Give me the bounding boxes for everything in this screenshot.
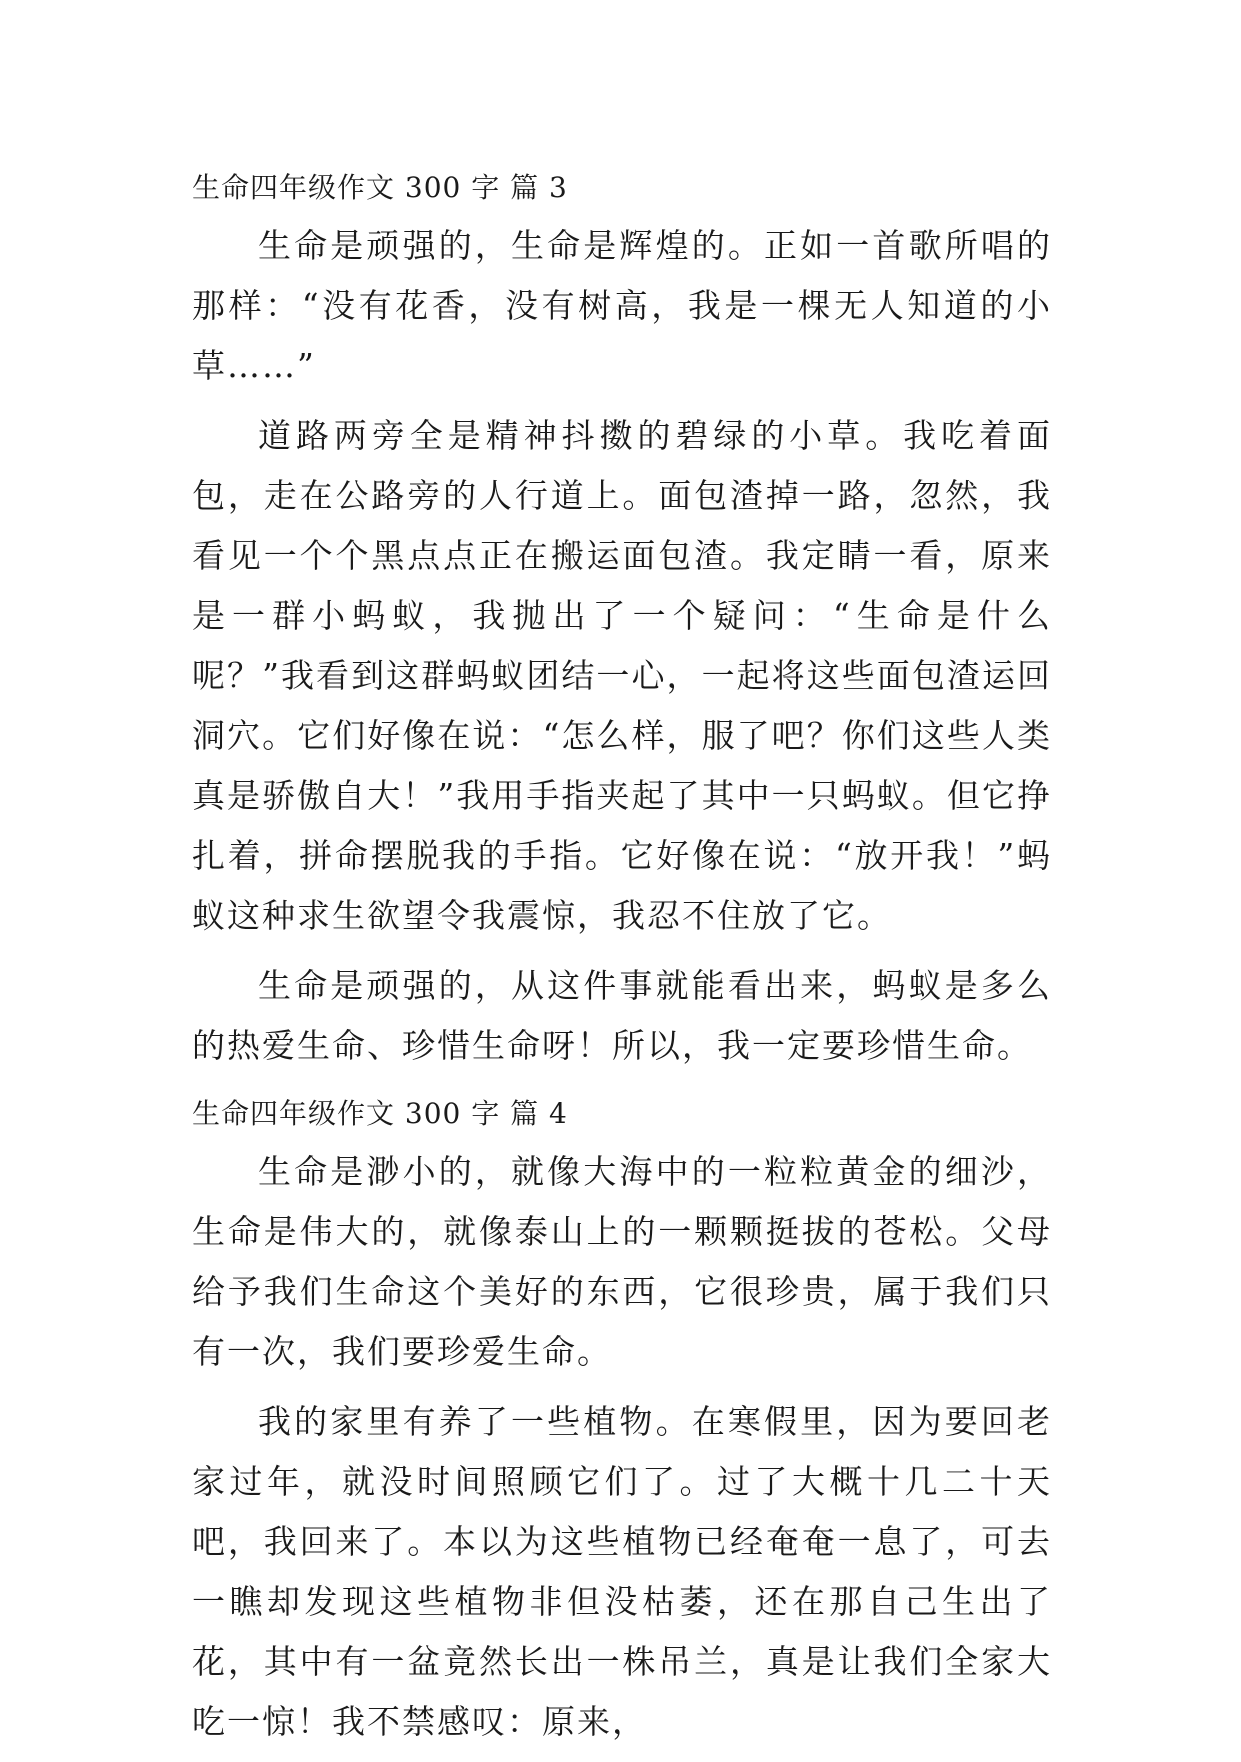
paragraph: 生命是顽强的，从这件事就能看出来，蚂蚁是多么的热爱生命、珍惜生命呀！所以，我一定要珍惜生命。 (192, 966, 1052, 1065)
paragraph: 我的家里有养了一些植物。在寒假里，因为要回老家过年，就没时间照顾它们了。过了大概十几二十天吧，我回来了。本以为这些植物已经奄奄一息了，可去一瞧却发现这些植物非但没枯萎，还在那自己生出了花，其中有一盆竟然长出一株吊兰，真是让我们全家大吃一惊！我不禁感叹：原来， (192, 1402, 1052, 1741)
document-body (192, 160, 1052, 1762)
paragraph: 生命是渺小的，就像大海中的一粒粒黄金的细沙，生命是伟大的，就像泰山上的一颗颗挺拔的苍松。父母给予我们生命这个美好的东西，它很珍贵，属于我们只有一次，我们要珍爱生命。 (192, 1152, 1052, 1371)
section-heading-3: 生命四年级作文 300 字 篇 3 (192, 171, 568, 204)
paragraph: 生命是顽强的，生命是辉煌的。正如一首歌所唱的那样：“没有花香，没有树高，我是一棵无人知道的小草……” (192, 226, 1052, 385)
paragraph: 道路两旁全是精神抖擞的碧绿的小草。我吃着面包，走在公路旁的人行道上。面包渣掉一路，忽然，我看见一个个黑点点正在搬运面包渣。我定睛一看，原来是一群小蚂蚁，我抛出了一个疑问：“生命是什么呢？”我看到这群蚂蚁团结一心，一起将这些面包渣运回洞穴。它们好像在说：“怎么样，服了吧？你们这些人类真是骄傲自大！”我用手指夹起了其中一只蚂蚁。但它挣扎着，拼命摆脱我的手指。它好像在说：“放开我！”蚂蚁这种求生欲望令我震惊，我忍不住放了它。 (192, 416, 1052, 935)
section-heading-4: 生命四年级作文 300 字 篇 4 (192, 1097, 568, 1130)
